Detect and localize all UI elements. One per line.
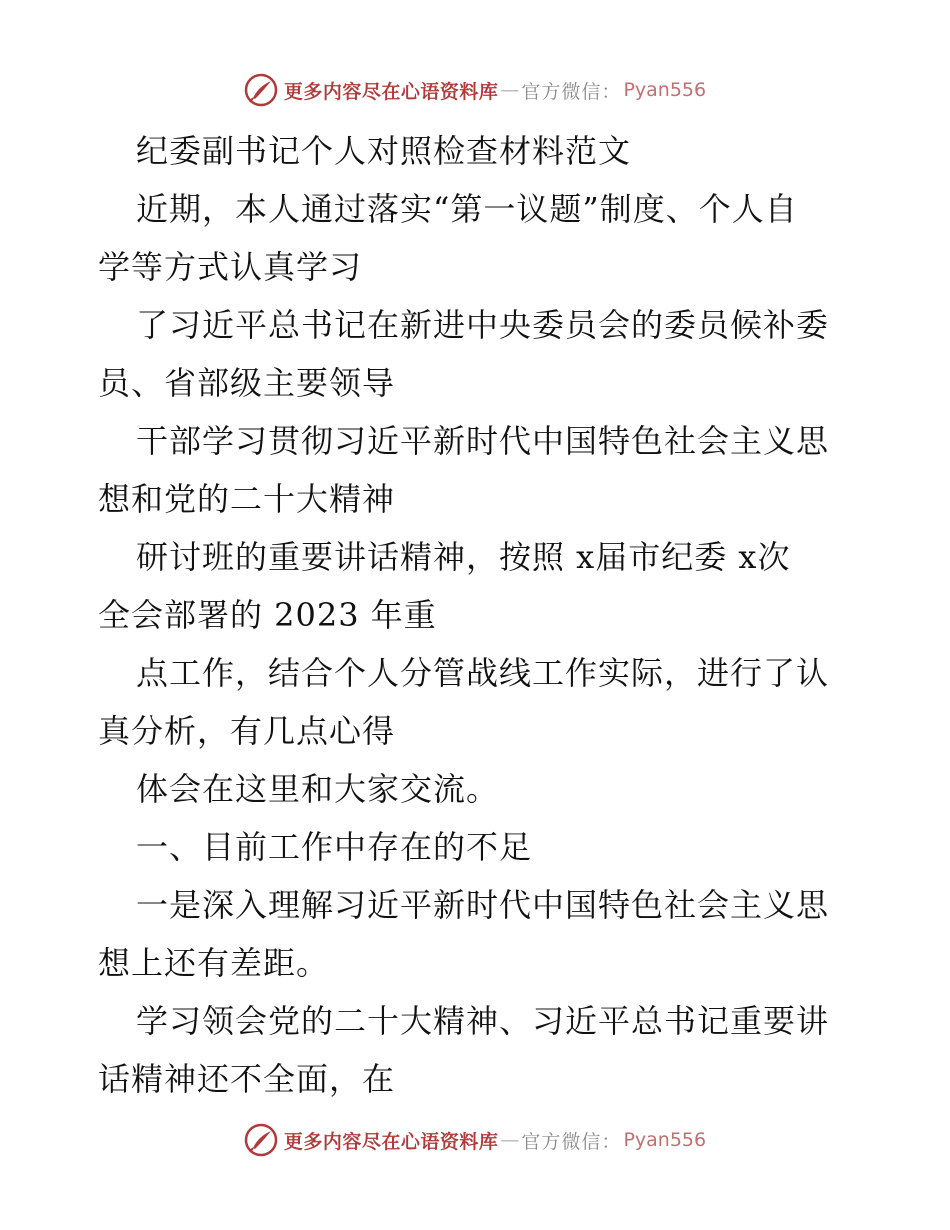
paragraph-line: 真分析，有几点心得 [98, 712, 396, 750]
paragraph-line: 近期，本人通过落实“第一议题”制度、个人自 [136, 190, 798, 228]
paragraph-line: 学等方式认真学习 [98, 248, 363, 286]
paragraph-line: 员、省部级主要领导 [98, 364, 396, 402]
banner-brand-text: 更多内容尽在心语资料库 [283, 1130, 499, 1153]
paragraph-line: 研讨班的重要讲话精神，按照 x届市纪委 x次 [136, 538, 791, 576]
paragraph-line: 点工作，结合个人分管战线工作实际，进行了认 [136, 654, 830, 692]
banner-wechat-id: Pyan556 [623, 79, 707, 101]
paragraph-line: 话精神还不全面，在 [98, 1060, 396, 1098]
banner-wechat-id: Pyan556 [623, 1129, 707, 1151]
banner-wechat-label: 官方微信： [521, 80, 622, 103]
paragraph-line: 想和党的二十大精神 [98, 480, 396, 518]
document-body [98, 122, 858, 1108]
banner-separator: — [500, 79, 520, 101]
document-title: 纪委副书记个人对照检查材料范文 [136, 132, 632, 170]
paragraph-line: 体会在这里和大家交流。 [136, 770, 500, 808]
banner-brand-text: 更多内容尽在心语资料库 [283, 80, 499, 103]
paragraph-line: 一是深入理解习近平新时代中国特色社会主义思 [136, 886, 830, 924]
footer-banner [0, 1120, 950, 1160]
paragraph-line: 了习近平总书记在新进中央委员会的委员候补委 [136, 306, 830, 344]
paragraph-line: 学习领会党的二十大精神、习近平总书记重要讲 [136, 1002, 830, 1040]
quill-logo-icon [244, 1123, 278, 1157]
paragraph-line: 干部学习贯彻习近平新时代中国特色社会主义思 [136, 422, 830, 460]
paragraph-line: 想上还有差距。 [98, 944, 330, 982]
header-banner [0, 70, 950, 110]
banner-wechat-label: 官方微信： [521, 1130, 622, 1153]
quill-logo-icon [244, 73, 278, 107]
banner-separator: — [500, 1129, 520, 1151]
section-heading: 一、目前工作中存在的不足 [136, 828, 533, 866]
paragraph-line: 全会部署的 2023 年重 [98, 596, 437, 634]
